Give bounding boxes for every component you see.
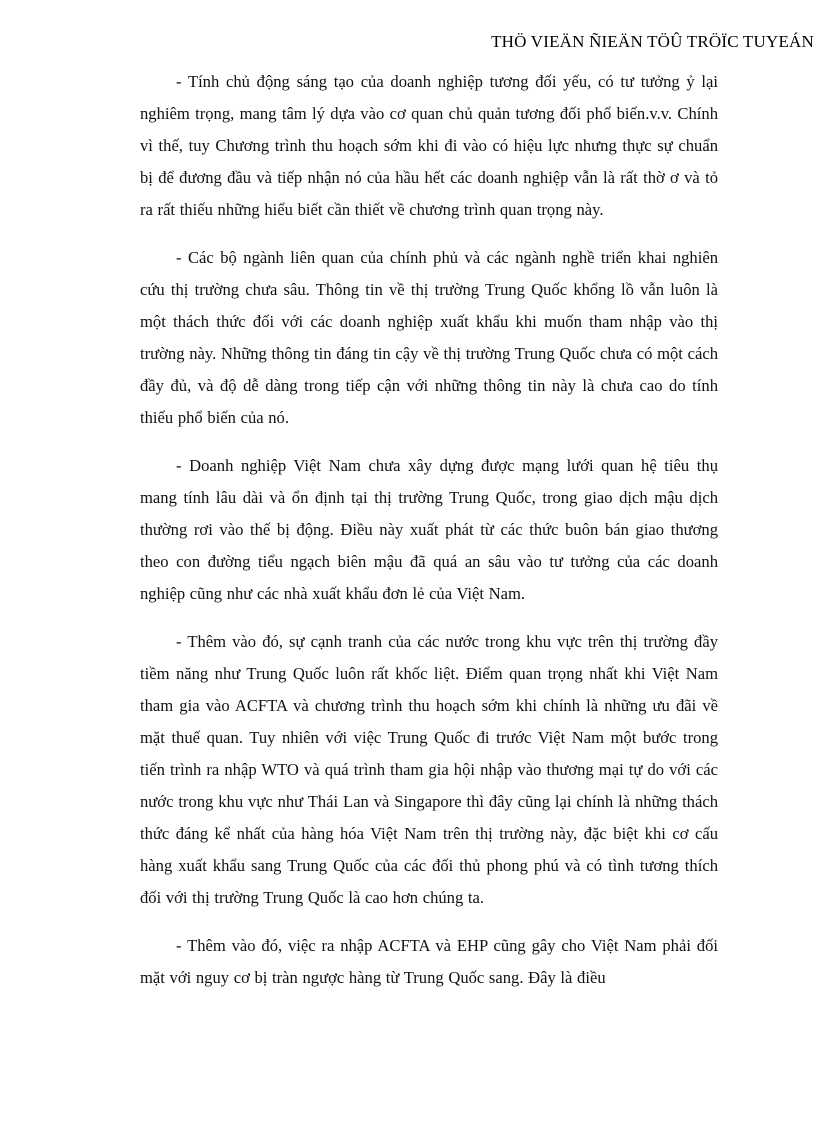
paragraph: - Doanh nghiệp Việt Nam chưa xây dựng được mạng lưới quan hệ tiêu thụ mang tính lâu dài và ổn định tại thị trường Trung Quốc, trong giao dịch mậu dịch thường rơi vào thế bị động. Điều này xuất phát từ các thức buôn bán giao thương theo con đường tiểu ngạch biên mậu đã quá an sâu vào tư tưởng của các doanh nghiệp cũng như các nhà xuất khẩu đơn lẻ của Việt Nam.: [140, 456, 718, 603]
paragraph: - Các bộ ngành liên quan của chính phủ và các ngành nghề triển khai nghiên cứu thị trường chưa sâu. Thông tin về thị trường Trung Quốc khổng lồ vẫn luôn là một thách thức đối với các doanh nghiệp xuất khẩu khi muốn tham nhập vào thị trường này. Những thông tin đáng tin cậy về thị trường Trung Quốc chưa có một cách đầy đủ, và độ dễ dàng trong tiếp cận với những thông tin này là chưa cao do tính thiếu phổ biến của nó.: [140, 248, 718, 427]
paragraph: - Thêm vào đó, việc ra nhập ACFTA và EHP cũng gây cho Việt Nam phải đối mặt với nguy cơ bị tràn ngược hàng từ Trung Quốc sang. Đây là điều: [140, 936, 718, 987]
document-body: [140, 66, 718, 1010]
paragraph: - Tính chủ động sáng tạo của doanh nghiệp tương đối yếu, có tư tưởng ỷ lại nghiêm trọng, mang tâm lý dựa vào cơ quan chủ quản tương đối phổ biến.v.v. Chính vì thế, tuy Chương trình thu hoạch sớm khi đi vào có hiệu lực nhưng thực sự chuẩn bị để đương đầu và tiếp nhận nó của hầu hết các doanh nghiệp vẫn là rất thờ ơ và tỏ ra rất thiếu những hiểu biết cần thiết về chương trình quan trọng này.: [140, 72, 718, 219]
paragraph: - Thêm vào đó, sự cạnh tranh của các nước trong khu vực trên thị trường đầy tiềm năng như Trung Quốc luôn rất khốc liệt. Điểm quan trọng nhất khi Việt Nam tham gia vào ACFTA và chương trình thu hoạch sớm khi chính là những ưu đãi về mặt thuế quan. Tuy nhiên với việc Trung Quốc đi trước Việt Nam một bước trong tiến trình ra nhập WTO và quá trình tham gia hội nhập vào thương mại tự do với các nước trong khu vực như Thái Lan và Singapore thì đây cũng lại chính là những thách thức đáng kể nhất của hàng hóa Việt Nam trên thị trường này, đặc biệt khi cơ cấu hàng xuất khẩu sang Trung Quốc của các đối thủ phong phú và có tình tương thích đối với thị trường Trung Quốc là cao hơn chúng ta.: [140, 632, 718, 907]
page-header: THÖ VIEÄN ÑIEÄN TÖÛ TRÖÏC TUYEÁN: [491, 32, 814, 51]
